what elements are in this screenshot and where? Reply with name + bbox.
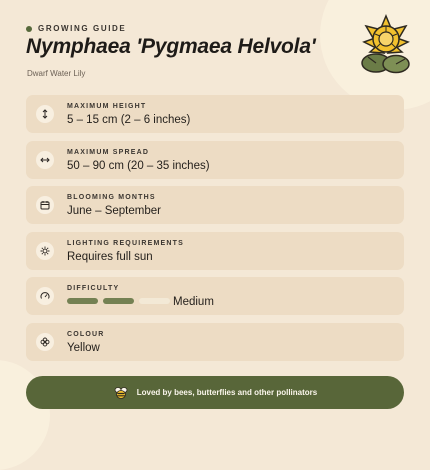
card-value: 50 – 90 cm (20 – 35 inches) (67, 159, 210, 172)
sun-icon (36, 242, 54, 260)
vertical-arrows-icon (36, 105, 54, 123)
card-maximum-height (26, 95, 404, 133)
calendar-icon (36, 196, 54, 214)
difficulty-meter (67, 298, 170, 304)
section-kicker (26, 24, 126, 33)
kicker-dot (26, 26, 32, 32)
card-label: MAXIMUM SPREAD (67, 148, 150, 156)
petals-icon (36, 333, 54, 351)
difficulty-segment (67, 298, 98, 304)
page-title: Nymphaea 'Pygmaea Helvola' (26, 35, 316, 58)
card-value: Requires full sun (67, 250, 153, 263)
banner-text: Loved by bees, butterflies and other pollinators (136, 388, 318, 397)
card-value: June – September (67, 205, 161, 218)
card-blooming-months (26, 186, 404, 224)
card-label: BLOOMING MONTHS (67, 194, 156, 202)
gauge-icon (36, 287, 54, 305)
kicker-label: GROWING GUIDE (38, 24, 127, 33)
card-label: DIFFICULTY (67, 285, 120, 293)
bee-icon (113, 386, 129, 400)
water-lily-icon (357, 12, 415, 76)
pollinator-banner (26, 376, 404, 409)
card-label: LIGHTING REQUIREMENTS (67, 239, 184, 247)
page-subtitle: Dwarf Water Lily (27, 69, 86, 78)
horizontal-arrows-icon (36, 151, 54, 169)
card-label: MAXIMUM HEIGHT (67, 103, 147, 110)
card-maximum-spread (26, 141, 404, 179)
card-lighting-requirements (26, 232, 404, 270)
card-value: Medium (173, 296, 214, 309)
card-colour (26, 323, 404, 361)
card-label: COLOUR (67, 330, 105, 338)
card-difficulty (26, 277, 404, 315)
difficulty-segment (103, 298, 134, 304)
card-value: 5 – 15 cm (2 – 6 inches) (67, 114, 191, 126)
info-cards (26, 95, 404, 369)
difficulty-segment (139, 298, 170, 304)
card-value: Yellow (67, 341, 100, 354)
